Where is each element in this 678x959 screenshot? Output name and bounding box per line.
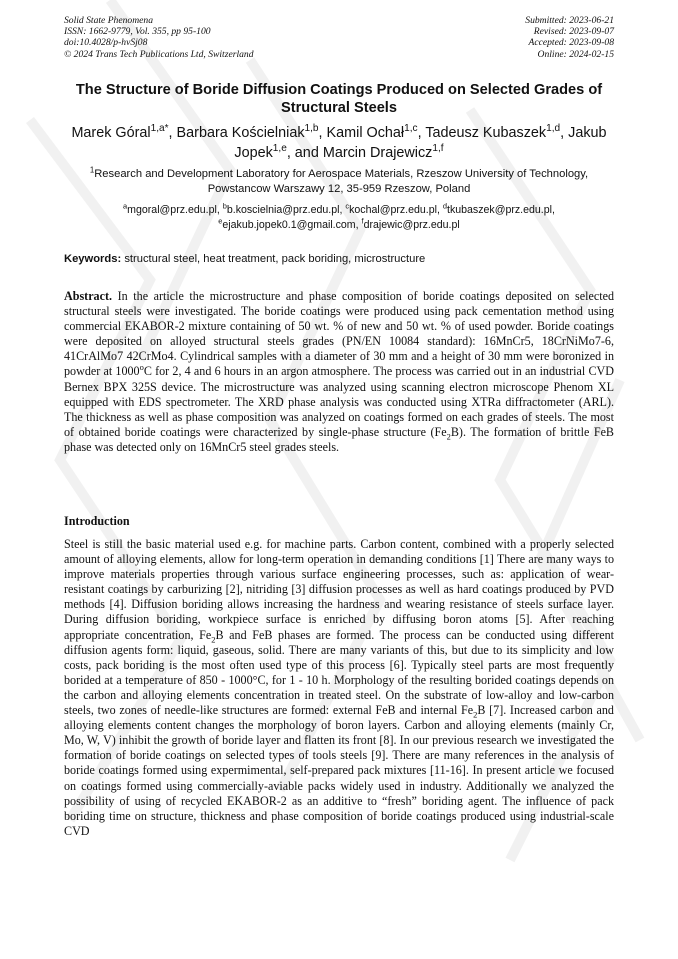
abstract-text: In the article the microstructure and phase composition of boride coatings deposited on selected structural steels were investigated. The boride coatings were produced using pack cementation method using commercial EKABOR-2 mixture containing of 50 wt. % of new and 50 wt. % of used powder. Boride coatings were deposited on alloyed structural steels grades (PN/EN 10084 standard): 16MnCr5, 18CrNiMo7-6, 41CrAlMo7 42CrMo4. Cylindrical samples with a diameter of 30 mm and a height of 30 mm were boronized in powder at 1000	[64, 289, 614, 379]
keywords-label: Keywords:	[64, 253, 122, 265]
email-address[interactable]: tkubaszek@prz.edu.pl	[447, 204, 552, 216]
keywords-text: structural steel, heat treatment, pack boriding, microstructure	[124, 253, 426, 265]
author-name: Tadeusz Kubaszek	[425, 125, 547, 141]
email-address[interactable]: b.koscielnia@prz.edu.pl	[226, 204, 340, 216]
author-affil: 1,f	[432, 142, 444, 154]
paper-title: The Structure of Boride Diffusion Coatings Produced on Selected Grades of Structural Steels	[75, 82, 603, 116]
submitted-date: Submitted: 2023-06-21	[525, 15, 614, 26]
author-list: Marek Góral$^{1,a*}$, Barbara Kościelniak$^{1,b}$, Kamil Ochał$^{1,c}$, Tadeusz Kubaszek$^{1,d}$, Jakub Jopek$^{1,e}$, and Marcin Drajewicz$^{1,f}$	[71, 123, 607, 161]
email-marker: b	[222, 201, 227, 211]
email-marker: e	[218, 216, 223, 226]
degree-mark: o	[139, 362, 144, 373]
email-list: $^a$mgoral@prz.edu.pl, $^b$b.koscielnia@prz.edu.pl, $^c$kochal@prz.edu.pl, $^d$tkubaszek@prz.edu.pl, $^e$ejakub.jopek0.1@gmail.com, $^f$drajewic@prz.edu.pl	[123, 201, 555, 231]
abstract-text: B). The formation of brittle FeB phase was detected only on 16MnCr5 steel grades steels.	[64, 424, 615, 454]
journal-info	[64, 15, 254, 60]
email-marker: f	[361, 216, 364, 226]
affiliation-marker: 1	[89, 165, 95, 175]
subscript: 2	[473, 709, 478, 720]
author-affil: 1,a*	[150, 123, 169, 135]
publication-dates	[525, 15, 614, 60]
abstract-label: Abstract.	[64, 289, 113, 303]
email-address[interactable]: drajewic@prz.edu.pl	[363, 219, 460, 231]
accepted-date: Accepted: 2023-09-08	[528, 37, 614, 49]
author-affil: 1,b	[304, 123, 319, 135]
copyright: © 2024 Trans Tech Publications Ltd, Switzerland	[64, 48, 254, 60]
email-address[interactable]: ejakub.jopek0.1@gmail.com	[222, 219, 356, 231]
email-marker: a	[123, 201, 128, 211]
introduction-paragraph	[64, 537, 614, 839]
affiliation-text: Research and Development Laboratory for Aerospace Materials, Rzeszow University of Technology, Powstancow Warszawy 12, 35-959 Rzeszow, Poland	[94, 168, 589, 195]
author-name: Marcin Drajewicz	[322, 144, 433, 161]
intro-text: B and FeB phases are formed. The process can be conducted using different diffusion agents form: liquid, gaseous, solid. There are many variants of this, but due to its simplicity and low costs, pack boriding is the most often used type of this process [6]. Typically steel parts are most frequently borided at a temperature of 850 - 1000°C, for 1 - 10 h. Morphology of the resulting borided coatings depends on the carbon and alloying elements concentration in treated steel. On the substrate of low-alloy and low-carbon steels, two zones of needle-like structures are formed: external FeB and internal Fe	[64, 627, 614, 718]
intro-text: B [7]. Increased carbon and alloying elements content changes the morphology of boron layers. Carbon and alloying elements (mainly Cr, Mo, W, V) inhibit the growth of boride layer and flatten its front [8]. In our previous research we investigated the formation of boride coatings on selected types of tools steels [9]. There are many references in the analysis of boride coatings formed using expermimental, self-prepared pack mixtures [11-16]. In present article we focused on coatings formed using commercially-aviable packs widely used in industry. Additionally we analyzed the possibility of using of recycled EKABOR-2 as an additive to “fresh” boriding agent. The influence of pack boriding time on structure, thickness and phase composition of boride coatings produced using industrial-scale CVD	[64, 703, 614, 838]
author-affil: 1,e	[272, 142, 287, 154]
author-affil: 1,d	[546, 123, 561, 135]
email-marker: d	[442, 201, 448, 211]
abstract	[64, 289, 614, 455]
email-address[interactable]: kochal@prz.edu.pl	[349, 204, 437, 216]
intro-text: Steel is still the basic material used e.g. for machine parts. Carbon content, combined with a properly selected amount of alloying elements, allow for long-term operation in demanding conditions [1] There are many ways to improve materials properties through various surface engineering processes, such as: application of wear-resistant coatings by carburizing [2], nitriding [3] diffusion processes as well as hard coatings produced by PVD methods [4]. Diffusion boriding allows increasing the hardness and wearing resistance of steels surface layer. During diffusion boriding, workpiece surface is enriched by diffusing boron atoms [5]. After reaching appropriate concentration, Fe	[64, 537, 614, 642]
email-marker: c	[345, 201, 350, 211]
author-name: Barbara Kościelniak	[176, 125, 305, 141]
revised-date: Revised: 2023-09-07	[533, 26, 614, 38]
subscript: 2	[446, 431, 451, 442]
keywords	[64, 252, 614, 266]
issn: ISSN: 1662-9779, Vol. 355, pp 95-100	[64, 26, 211, 38]
section-heading-introduction: Introduction	[64, 514, 130, 528]
author-name: Marek Góral	[71, 125, 151, 141]
subscript: 2	[211, 633, 216, 644]
author-name: Kamil Ochał	[326, 125, 405, 141]
email-address[interactable]: mgoral@prz.edu.pl	[127, 204, 217, 216]
author-name: Jakub Jopek	[234, 125, 607, 161]
journal-name: Solid State Phenomena	[64, 15, 153, 26]
abstract-text: C for 2, 4 and 6 hours in an argon atmosphere. The process was carried out in an industrial CVD Bernex BPX 325S device. The microstructure was analyzed using scanning electron microscope Phenom XL equipped with EDS spectrometer. The XRD phase analysis was conducted using XTRa diffractometer (ARL). The thickness as well as phase composition was analyzed on coatings formed on each grades of steels. The most of obtained boride coatings were characterized by single-phase structure (Fe	[64, 364, 614, 439]
online-date: Online: 2024-02-15	[537, 48, 614, 60]
doi: doi:10.4028/p-hvSj08	[64, 37, 148, 49]
affiliation	[70, 167, 608, 197]
author-affil: 1,c	[404, 123, 418, 135]
